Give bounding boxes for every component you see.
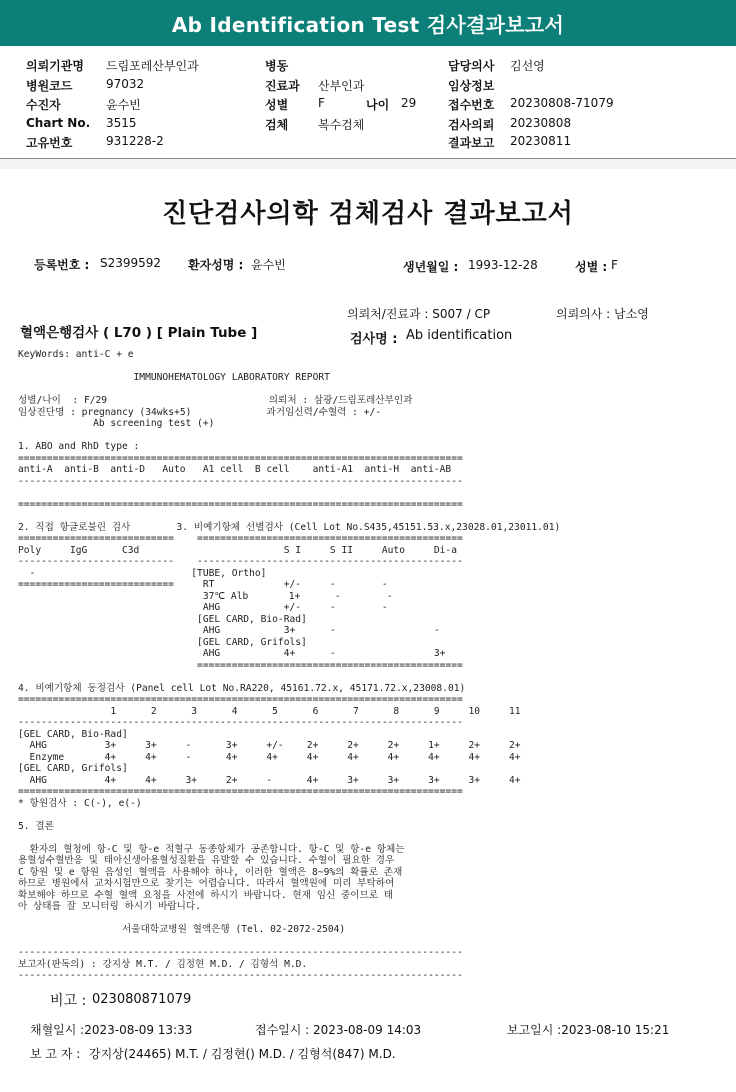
report-line: [GEL CARD, Grifols] <box>18 636 307 648</box>
report-line: Enzyme 4+ 4+ - 4+ 4+ 4+ 4+ 4+ 4+ 4+ 4+ <box>18 751 521 763</box>
test-name-value: Ab identification <box>406 328 513 343</box>
receipt-value: 20230808-71079 <box>510 96 614 110</box>
report-line <box>18 487 560 499</box>
report-line <box>18 361 560 373</box>
report-line <box>18 936 560 948</box>
report-line: 아 상태를 잘 모니터링 하시기 바랍니다. <box>18 901 201 912</box>
report-line: 서울대학교병원 혈액은행 (Tel. 02-2072-2504) <box>18 924 346 935</box>
report-time: 보고일시 :2023-08-10 15:21 <box>507 1023 670 1037</box>
report-line <box>18 384 560 396</box>
dept-line: 의뢰처/진료과 : S007 / CP <box>347 307 491 321</box>
report-line: --------------------------- ---------------------------------------------- <box>18 556 463 567</box>
hospcode-value: 97032 <box>106 77 145 91</box>
report-line <box>18 913 560 925</box>
report-line: 용혈성수혈반응 및 태아신생아용혈성질환을 유발할 수 있습니다. 수혈이 필요한 경우 <box>18 855 395 866</box>
report-line: ============================================================================= <box>18 786 463 797</box>
doctor-label: 담당의사 <box>448 59 495 73</box>
collect-time: 채혈일시 :2023-08-09 13:33 <box>30 1023 193 1037</box>
report-line: =========================== RT +/- - - <box>18 579 388 590</box>
report-line: 임상진단명 : pregnancy (34wks+5) 과거임신력/수혈력 : +/- <box>18 406 382 418</box>
note-value: 023080871079 <box>92 992 192 1007</box>
report-line: KeyWords: anti-C + e <box>18 349 134 360</box>
ward-label: 병동 <box>265 59 289 73</box>
receipt-label: 접수번호 <box>448 98 495 112</box>
dept-value: 산부인과 <box>318 79 365 93</box>
report-line: IMMUNOHEMATOLOGY LABORATORY REPORT <box>18 372 330 383</box>
report-line: AHG 4+ 4+ 3+ 2+ - 4+ 3+ 3+ 3+ 3+ 4+ <box>18 774 521 786</box>
report-line: [GEL CARD, Bio-Rad] <box>18 728 128 740</box>
reporter-value: 강지상(24465) M.T. / 김정현() M.D. / 김형석(847) M.D. <box>89 1047 396 1061</box>
report-line: 환자의 혈청에 항-C 및 항-e 적혈구 동종항체가 공존합니다. 항-C 및 항-e 항체는 <box>18 843 405 855</box>
report-line: [GEL CARD, Bio-Rad] <box>18 613 307 625</box>
report-line: 1. ABO and RhD type : <box>18 441 140 452</box>
report-line: 성별/나이 : F/29 의뢰처 : 삼광/드림포레산부인과 <box>18 395 413 406</box>
note-label: 비고 : <box>50 993 87 1009</box>
report-line: ============================================================================= <box>18 452 463 464</box>
specimen-value: 복수검체 <box>318 118 365 132</box>
request-label: 검사의뢰 <box>448 118 495 132</box>
report-line: 하므로 병원에서 교차시험만으로 찾기는 어렵습니다. 따라서 혈액원에 미리 부탁하여 <box>18 878 395 889</box>
report-line: ----------------------------------------------------------------------------- <box>18 475 463 487</box>
dept-label: 진료과 <box>265 79 300 93</box>
doctor-line: 의뢰의사 : 남소영 <box>556 307 649 321</box>
sex-value: F <box>318 96 325 110</box>
report-line: 확보해야 하므로 수혈 혈액 요청을 사전에 하시기 바랍니다. 현재 임신 중이므로 태 <box>18 889 394 901</box>
report-title: 진단검사의학 검체검사 결과보고서 <box>162 199 574 229</box>
lab-report-body <box>18 349 560 982</box>
report-sex-label: 성별 : <box>575 260 608 274</box>
report-line: Ab screening test (+) <box>18 418 215 429</box>
report-banner <box>0 0 736 46</box>
report-line: AHG +/- - - <box>18 602 388 613</box>
patient-value: 윤수빈 <box>251 258 286 272</box>
clinical-label: 임상정보 <box>448 79 495 93</box>
dob-label: 생년월일 : <box>403 260 459 274</box>
sex-label: 성별 <box>265 98 289 112</box>
doctor-value: 김선영 <box>510 59 545 73</box>
report-line <box>18 671 560 683</box>
test-heading: 혈액은행검사 ( L70 ) [ Plain Tube ] <box>20 325 258 341</box>
reg-value: S2399592 <box>100 256 162 270</box>
hospital-value: 드림포레산부인과 <box>106 59 199 73</box>
report-line: AHG 4+ - 3+ <box>18 648 446 659</box>
report-line <box>18 430 560 442</box>
report-line <box>18 809 560 821</box>
report-line: =========================== ============================================== <box>18 533 463 544</box>
request-value: 20230808 <box>510 116 572 130</box>
chart-value: 3515 <box>106 116 137 130</box>
dob-value: 1993-12-28 <box>468 258 538 272</box>
subject-value: 윤수빈 <box>106 98 141 112</box>
report-line: * 항원검사 : C(-), e(-) <box>18 797 142 809</box>
report-line: ----------------------------------------------------------------------------- <box>18 717 463 728</box>
report-line: ----------------------------------------------------------------------------- <box>18 947 463 958</box>
report-date-label: 결과보고 <box>448 136 495 150</box>
report-line: AHG 3+ - - <box>18 625 440 636</box>
scan-strip <box>0 159 736 169</box>
report-line: - [TUBE, Ortho] <box>18 567 267 579</box>
report-line: ============================================================================= <box>18 694 463 705</box>
report-line: 1 2 3 4 5 6 7 8 9 10 11 <box>18 705 521 717</box>
age-value: 29 <box>401 96 417 110</box>
hospital-label: 의뢰기관명 <box>26 59 84 73</box>
hospcode-label: 병원코드 <box>26 79 73 93</box>
report-line: ============================================================================= <box>18 498 463 510</box>
report-line: ----------------------------------------------------------------------------- <box>18 970 463 981</box>
test-name-label: 검사명 : <box>350 332 398 347</box>
banner-title: Ab Identification Test 검사결과보고서 <box>171 12 565 37</box>
subject-label: 수진자 <box>26 98 61 112</box>
receive-time: 접수일시 : 2023-08-09 14:03 <box>255 1023 422 1037</box>
reporter-label: 보 고 자 : <box>30 1047 81 1061</box>
report-sex-value: F <box>611 258 618 272</box>
uid-label: 고유번호 <box>26 136 73 150</box>
report-line: 보고자(판독의) : 강지상 M.T. / 김정현 M.D. / 김형석 M.D. <box>18 958 308 970</box>
report-line: 2. 직접 항글로불린 검사 3. 비예기항체 선별검사 (Cell Lot No.S435,45151.53.x,23028.01,23011.01) <box>18 521 561 533</box>
report-date-value: 20230811 <box>510 134 572 148</box>
report-line: 5. 결론 <box>18 820 54 832</box>
specimen-label: 검체 <box>265 118 289 132</box>
uid-value: 931228-2 <box>106 134 164 148</box>
chart-label: Chart No. <box>26 116 91 130</box>
report-line: ============================================== <box>18 659 463 671</box>
report-line: 37℃ Alb 1+ - - <box>18 590 393 602</box>
reg-label: 등록번호 : <box>34 258 90 272</box>
report-line: Poly IgG C3d S I S II Auto Di-a <box>18 544 457 556</box>
report-line <box>18 832 560 844</box>
report-line: [GEL CARD, Grifols] <box>18 763 128 774</box>
report-line: C 항원 및 e 항원 음성인 혈액을 사용해야 하나, 이러한 혈액은 8~9%의 확률로 존재 <box>18 866 403 878</box>
report-line: anti-A anti-B anti-D Auto A1 cell B cell anti-A1 anti-H anti-AB <box>18 464 452 475</box>
age-label: 나이 <box>366 98 390 112</box>
report-line <box>18 510 560 522</box>
report-line: AHG 3+ 3+ - 3+ +/- 2+ 2+ 2+ 1+ 2+ 2+ <box>18 740 521 751</box>
report-line: 4. 비예기항체 동정검사 (Panel cell Lot No.RA220, 45161.72.x, 45171.72.x,23008.01) <box>18 682 466 694</box>
patient-label: 환자성명 : <box>188 258 244 272</box>
